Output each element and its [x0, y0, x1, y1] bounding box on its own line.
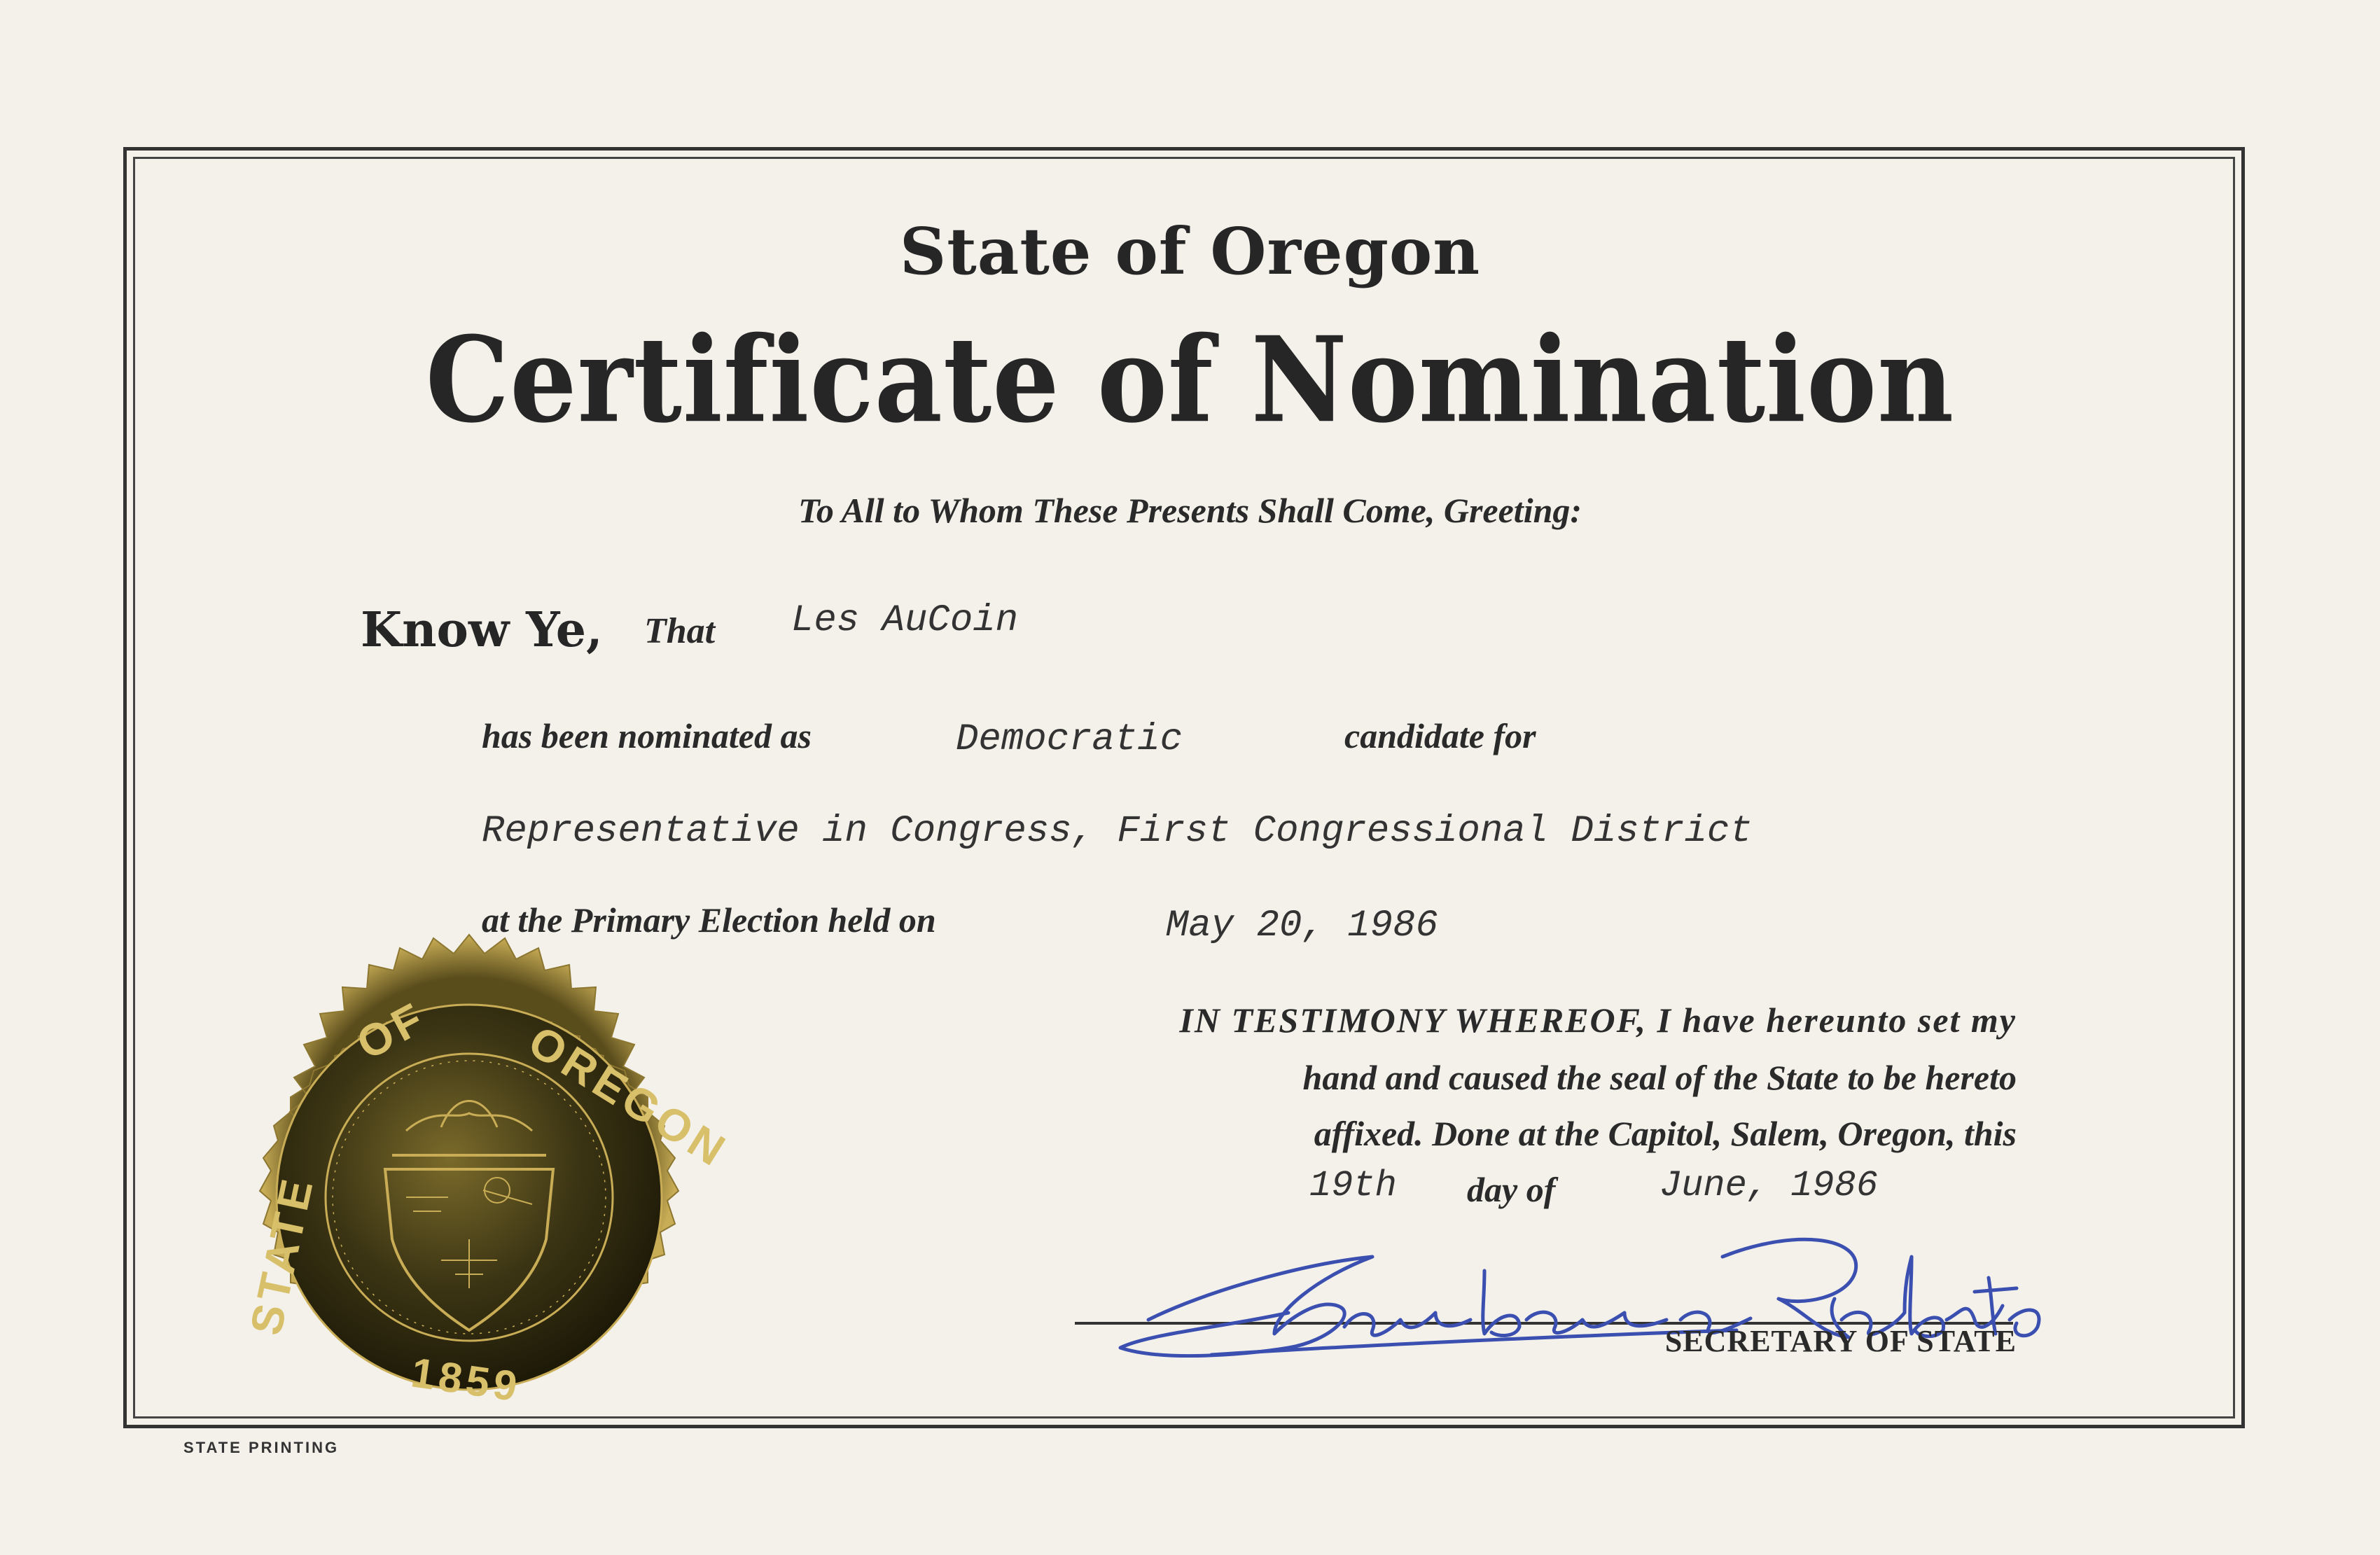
svg-text:STATE: STATE: [240, 1171, 323, 1339]
testimony-line-3: affixed. Done at the Capitol, Salem, Oregon, this: [1314, 1114, 2017, 1153]
party-name: Democratic: [956, 718, 1183, 761]
that-label: That: [644, 611, 716, 651]
election-date: May 20, 1986: [1166, 905, 1438, 947]
signer-title: SECRETARY OF STATE: [1664, 1324, 2017, 1358]
signing-day: 19th: [1309, 1165, 1397, 1206]
greeting: To All to Whom These Presents Shall Come, Greeting:: [798, 491, 1582, 530]
testimony-line-2: hand and caused the seal of the State to be hereto: [1302, 1058, 2017, 1097]
candidate-for-label: candidate for: [1344, 716, 1536, 755]
svg-text:1859: 1859: [408, 1348, 524, 1411]
signing-month-year: June, 1986: [1659, 1165, 1879, 1206]
day-of-label: day of: [1467, 1170, 1556, 1209]
testimony-line-1: IN TESTIMONY WHEREOF, I have hereunto set my: [1179, 1000, 2017, 1040]
nominated-as-label: has been nominated as: [482, 716, 812, 755]
svg-text:OF: OF: [348, 991, 435, 1070]
svg-text:OREGON: OREGON: [520, 1015, 737, 1178]
certificate-title: Certificate of Nomination: [425, 311, 1955, 449]
primary-election-label: at the Primary Election held on: [482, 900, 936, 940]
office-name: Representative in Congress, First Congressional District: [482, 810, 1753, 853]
state-seal-image: [196, 924, 742, 1470]
state-title: State of Oregon: [899, 214, 1481, 289]
nominee-name: Les AuCoin: [791, 599, 1019, 642]
printer-mark: STATE PRINTING: [183, 1439, 340, 1456]
know-ye-label: Know Ye,: [361, 602, 603, 658]
